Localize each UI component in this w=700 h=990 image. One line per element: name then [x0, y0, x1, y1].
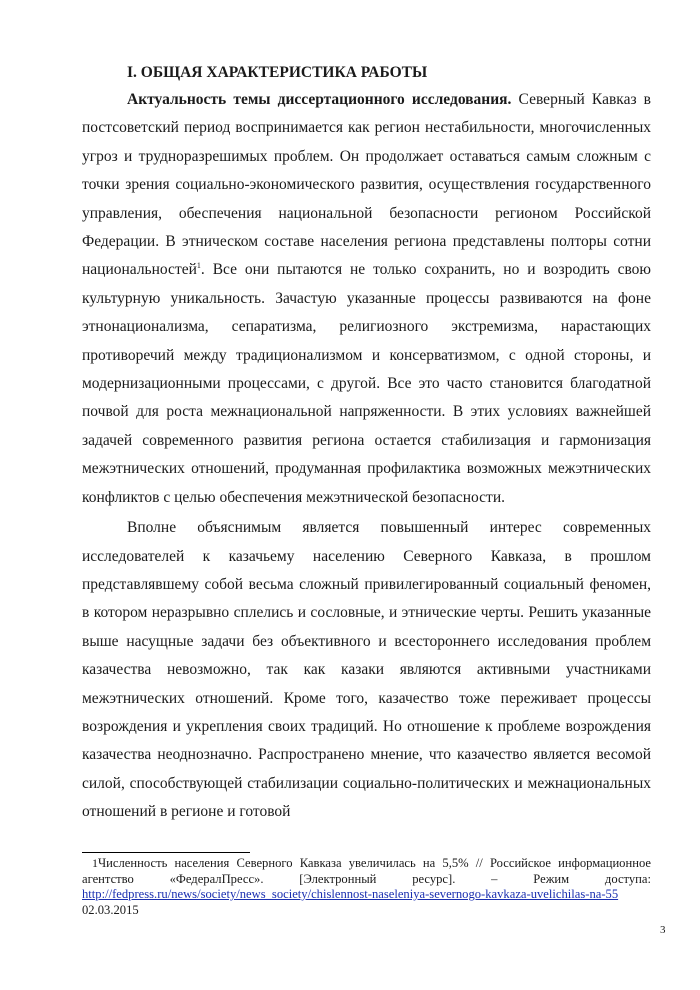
footnote-reference[interactable]: 1 — [196, 261, 201, 271]
paragraph-text: Северный Кавказ в постсоветский период воспринимается как регион нестабильности, многочисленных угроз и трудноразрешимых проблем. Он продолжает оставаться самым сложным с точки зрения социально-экономического развития, осуществления государственного управления, обеспечения национальной безопасности регионом Российской Федерации. В этническом составе населения региона представлены полторы сотни национальностей — [82, 91, 651, 279]
footnote-mark: 1 — [92, 856, 98, 870]
footnote-date: 02.03.2015 — [82, 902, 139, 917]
footnote-link[interactable]: http://fedpress.ru/news/society/news_society/chislennost-naseleniya-severnogo-kavkaza-uvelichilas-na-55 — [82, 887, 619, 902]
document-page — [82, 60, 651, 827]
footnote-text: Численность населения Северного Кавказа увеличилась на 5,5% // Российское информационное агентство «ФедералПресс». [Электронный ресурс]. – Режим доступа: — [82, 856, 651, 886]
paragraph-cossacks: Вполне объяснимым является повышенный интерес современных исследователей к казачьему населению Северного Кавказа, в прошлом представлявшему собой весьма сложный привилегированный социальный феномен, в котором неразрывно сплелись и сословные, и этнические черты. Решить указанные выше насущные задачи без объективного и всестороннего исследования проблем казачества невозможно, так как казаки являются активными участниками межэтнических отношений. Кроме того, казачество тоже переживает процессы возрождения и укрепления своих традиций. Но отношение к проблеме возрождения казачества неоднозначно. Распространено мнение, что казачество является весомой силой, способствующей стабилизации социально-политических и межнациональных отношений в регионе и готовой — [82, 519, 651, 821]
paragraph-lead: Актуальность темы диссертационного исследования. — [127, 91, 512, 108]
section-heading: I. ОБЩАЯ ХАРАКТЕРИСТИКА РАБОТЫ — [127, 64, 428, 81]
footnote-separator — [82, 852, 250, 853]
footnote — [82, 856, 651, 918]
paragraph-text-continued: . Все они пытаются не только сохранить, но и возродить свою культурную уникальность. Зачастую указанные процессы развиваются на фоне этнонационализма, сепаратизма, религиозного экстремизма, нарастающих противоречий между традиционализмом и консерватизмом, с одной стороны, и модернизационными процессами, с другой. Все это часто становится благодатной почвой для роста межнациональной напряженности. В этих условиях важнейшей задачей современного развития региона остается стабилизация и гармонизация межэтнических отношений, продуманная профилактика возможных межэтнических конфликтов с целью обеспечения межэтнической безопасности. — [82, 261, 651, 506]
page-number: 3 — [660, 924, 666, 936]
paragraph-relevance — [82, 86, 651, 512]
